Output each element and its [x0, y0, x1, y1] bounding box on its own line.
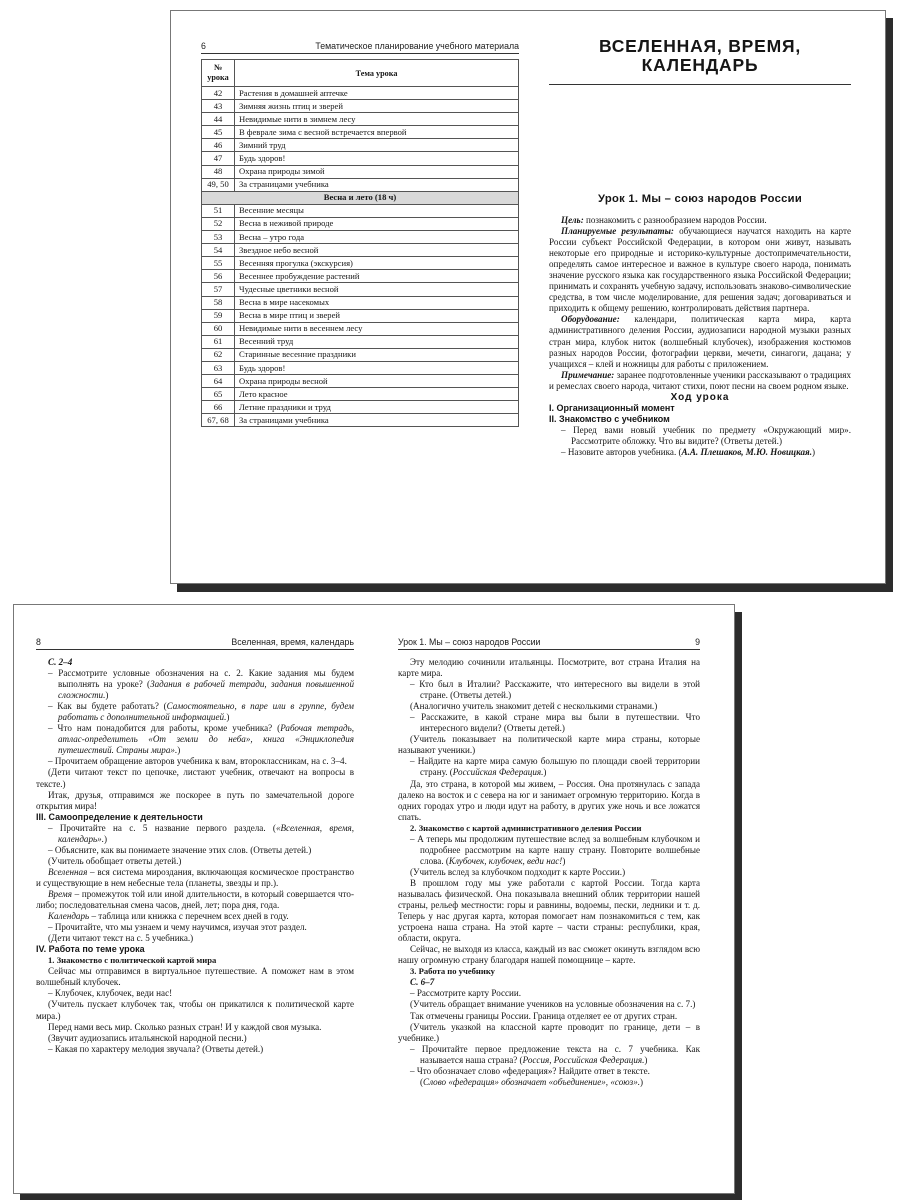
paragraph: – Прочитаем обращение авторов учебника к вам, второклассникам, на с. 3–4. [48, 756, 347, 767]
subsection-political-map: 1. Знакомство с политической картой мира [48, 955, 217, 966]
table-row [202, 283, 519, 296]
page-7-body [549, 215, 851, 458]
table-body-winter [202, 87, 519, 192]
paragraph: – Какая по характеру мелодия звучала? (Ответы детей.) [48, 1043, 264, 1054]
text-span: – Прочитайте первое предложение текста на с. 7 учебника. Как называется наша страна? ( [410, 1043, 700, 1065]
equipment-label: Оборудование: [561, 314, 620, 325]
paragraph: В прошлом году мы уже работали с картой России. Тогда карта называлась физической. Она показывала внешний облик территории нашей страны, рельеф местности: горы и равнины, водоемы, пески, ледники и т. д. Теперь у нас другая карта, которая помогает нам познакомиться с тем, как устроена наша страна. На этой карте – части страны: республики, края, области, округа. [398, 877, 700, 944]
text-span: Россия, Российская Федерация. [522, 1054, 645, 1065]
table-row [202, 296, 519, 309]
lesson-topic: Растения в домашней аптечке [235, 87, 519, 100]
table-row [202, 335, 519, 348]
lesson-topic: Весна в мире птиц и зверей [235, 309, 519, 322]
running-head-6: Тематическое планирование учебного материала [315, 41, 519, 51]
text-span: – промежуток той или иной длительности, в который совершается что-либо; последовательная смена часов, дней, лет; пора дня, года. [36, 888, 354, 911]
lesson-topic: Охрана природы весной [235, 375, 519, 388]
paragraph: (Учитель обобщает ответы детей.) [48, 855, 182, 866]
table-row [202, 100, 519, 113]
paragraph [398, 1077, 700, 1088]
course-heading: Ход урока [670, 391, 730, 403]
lesson-number: 67, 68 [202, 414, 235, 427]
table-row [202, 152, 519, 165]
lesson-topic: Невидимые нити в весеннем лесу [235, 322, 519, 335]
lesson-number: 58 [202, 296, 235, 309]
lesson-number: 62 [202, 348, 235, 361]
page-number-8: 8 [36, 637, 41, 647]
lesson-topic: В феврале зима с весной встречается впервой [235, 126, 519, 139]
paragraph [36, 701, 354, 723]
goal-text: познакомить с разнообразием народов России. [583, 215, 767, 225]
paragraph [36, 723, 354, 756]
running-head-8: Вселенная, время, календарь [231, 637, 354, 647]
lesson-topic: Весна в мире насекомых [235, 296, 519, 309]
subsection-admin-map: 2. Знакомство с картой административного деления России [410, 822, 642, 833]
text-span: ) [177, 745, 181, 756]
paragraph: Сейчас мы отправимся в виртуальное путешествие. А поможет нам в этом волшебный клубочек. [36, 966, 354, 988]
lesson-topic: Весеннее пробуждение растений [235, 270, 519, 283]
text-span: ) [543, 767, 547, 778]
page-8-body [36, 657, 354, 1055]
text-span: ) [562, 855, 566, 866]
lesson-number: 56 [202, 270, 235, 283]
lesson-topic: Зимний труд [235, 139, 519, 152]
text-span: – Рассмотрите условные обозначения на с. 2. Какие задания мы будем выполнять на уроке? ( [48, 668, 354, 690]
lesson-number: 46 [202, 139, 235, 152]
lesson-topic: Невидимые нити в зимнем лесу [235, 113, 519, 126]
paragraph [398, 756, 700, 778]
paragraph: Так отмечены границы России. Граница отделяет ее от других стран. [410, 1010, 678, 1021]
table-row [202, 361, 519, 374]
page-9-header [398, 637, 700, 650]
table-row [202, 322, 519, 335]
lesson-topic: Летние праздники и труд [235, 401, 519, 414]
lesson-plan-table [201, 59, 519, 427]
table-row [202, 113, 519, 126]
section-self-determination: III. Самоопределение к деятельности [36, 811, 203, 822]
lesson-topic: Весенняя прогулка (экскурсия) [235, 257, 519, 270]
paragraph: (Звучит аудиозапись итальянской народной песни.) [48, 1032, 247, 1043]
text-span: ) [812, 446, 816, 457]
term: Календарь [48, 911, 90, 922]
lesson-number: 61 [202, 335, 235, 348]
text-span: – Как вы будете работать? ( [48, 701, 167, 712]
lesson-number: 48 [202, 165, 235, 178]
lesson-topic: За страницами учебника [235, 178, 519, 191]
lesson-number: 57 [202, 283, 235, 296]
note-text: заранее подготовленные ученики рассказывают о традициях и ремеслах своего народа, читают стихи, поют песни на своем родном языке. [549, 369, 851, 391]
results-text: обучающиеся научатся находить на карте России субъект Российской Федерации, в котором они живут, называть некоторые его природные и историко-культурные достопримечательности, определять самое интересное и важное в культуре своего народа, понимать значение русского языка как государственного языка Российской Федерации; принимать и сохранять учебную задачу, использовать знаково-символические средства, в том числе моделирование, для решения задач; договариваться и приходить к общему решению, контролировать действия партнера. [549, 226, 851, 314]
text-span: ( [420, 1076, 424, 1087]
paragraph: (Дети читают текст по цепочке, листают учебник, отвечают на вопросы в тексте.) [36, 767, 354, 789]
text-span: Слово «федерация» обозначает «объединение», «союз». [423, 1076, 641, 1087]
text-span: – Прочитайте на с. 5 название первого раздела. ( [48, 822, 276, 833]
pages-ref: С. 6–7 [410, 977, 435, 988]
term: Время [48, 888, 72, 899]
text-span: ) [105, 690, 109, 701]
text-span: – Что нам понадобится для работы, кроме учебника? ( [48, 723, 281, 734]
text-span: Задания в рабочей тетради, задания повышенной сложности. [58, 679, 355, 701]
paragraph: (Учитель показывает на политической карте мира страны, которые называют ученики.) [398, 734, 700, 756]
paragraph: Да, это страна, в которой мы живем, – Россия. Она протянулась с запада далеко на восток и с севера на юг и занимает огромную территорию. Когда в одних городах утро и люди идут на работу, в других уже ночь и все ложатся спать. [398, 778, 700, 822]
lesson-number: 59 [202, 309, 235, 322]
spread-pages-6-7 [170, 10, 886, 584]
lesson-number: 45 [202, 126, 235, 139]
table-section-row [202, 191, 519, 204]
table-row [202, 87, 519, 100]
lesson-number: 53 [202, 231, 235, 244]
table-row [202, 309, 519, 322]
paragraph [398, 834, 700, 867]
table-row [202, 388, 519, 401]
table-row [202, 375, 519, 388]
text-span: – Найдите на карте мира самую большую по площади своей территории страну. ( [410, 756, 700, 778]
chapter-title: ВСЕЛЕННАЯ, ВРЕМЯ, КАЛЕНДАРЬ [549, 37, 851, 85]
text-span: – А теперь мы продолжим путешествие вслед за волшебным клубочком и подробнее рассмотрим на карте нашу страну. Повторите волшебные слова. ( [410, 833, 700, 866]
text-span: Самостоятельно, в паре или в группе, будем работать с дополнительной информацией. [58, 701, 354, 723]
paragraph: (Учитель вслед за клубочком подходит к карте России.) [410, 866, 626, 877]
authors-text: А.А. Плешаков, М.Ю. Новицкая. [681, 446, 812, 457]
table-header-topic: Тема урока [235, 60, 519, 87]
page-8-header [36, 637, 354, 650]
lesson-topic: Будь здоров! [235, 361, 519, 374]
definition-time [36, 889, 354, 911]
lesson-number: 51 [202, 204, 235, 217]
equipment-paragraph [549, 314, 851, 369]
lesson-number: 49, 50 [202, 178, 235, 191]
lesson-number: 43 [202, 100, 235, 113]
lesson-number: 64 [202, 375, 235, 388]
lesson-topic: Старинные весенние праздники [235, 348, 519, 361]
paragraph: (Дети читают текст на с. 5 учебника.) [48, 933, 194, 944]
paragraph: Итак, друзья, отправимся же поскорее в путь по замечательной дороге открытия мира! [36, 789, 354, 811]
paragraph: Эту мелодию сочинили итальянцы. Посмотрите, вот страна Италия на карте мира. [398, 657, 700, 679]
definition-calendar [36, 911, 354, 922]
goal-label: Цель: [561, 215, 584, 225]
table-row [202, 231, 519, 244]
table-row [202, 126, 519, 139]
lesson-number: 47 [202, 152, 235, 165]
lesson-topic: Весна в неживой природе [235, 217, 519, 230]
table-header-number: № урока [202, 60, 235, 87]
paragraph: (Учитель обращает внимание учеников на условные обозначения на с. 7.) [410, 999, 696, 1010]
table-row [202, 348, 519, 361]
lesson-topic: Чудесные цветники весной [235, 283, 519, 296]
paragraph: – Прочитайте, что мы узнаем и чему научимся, изучая этот раздел. [48, 922, 307, 933]
goal-paragraph [549, 215, 851, 226]
lesson-number: 60 [202, 322, 235, 335]
paragraph: (Аналогично учитель знакомит детей с несколькими странами.) [410, 701, 658, 712]
running-head-9: Урок 1. Мы – союз народов России [398, 637, 541, 647]
lesson-topic: Лето красное [235, 388, 519, 401]
paragraph: – Объясните, как вы понимаете значение этих слов. (Ответы детей.) [48, 844, 312, 855]
lesson-topic: Охрана природы зимой [235, 165, 519, 178]
paragraph [36, 823, 354, 845]
lesson-number: 44 [202, 113, 235, 126]
spread-pages-8-9 [13, 604, 735, 1194]
page-6-header [201, 41, 519, 54]
lesson-number: 55 [202, 257, 235, 270]
paragraph: – Клубочек, клубочек, веди нас! [48, 988, 173, 999]
definition-universe [36, 867, 354, 889]
paragraph: – Кто был в Италии? Расскажите, что интересного вы видели в этой стране. (Ответы детей.) [410, 679, 700, 701]
lesson-number: 66 [202, 401, 235, 414]
lesson-topic: Весенний труд [235, 335, 519, 348]
lesson-number: 52 [202, 217, 235, 230]
lesson-topic: Весенние месяцы [235, 204, 519, 217]
paragraph: – Что обозначает слово «федерация»? Найдите ответ в тексте. [410, 1065, 650, 1076]
section-spring-summer: Весна и лето (18 ч) [202, 191, 519, 204]
text-span: ) [644, 1054, 648, 1065]
paragraph: Сейчас, не выходя из класса, каждый из вас сможет окинуть взглядом всю нашу огромную страну благодаря нашей помощнице – карте. [398, 944, 700, 966]
text-span: Российская Федерация. [452, 767, 544, 778]
lesson-topic: Весна – утро года [235, 231, 519, 244]
table-row [202, 244, 519, 257]
text-span: ) [226, 712, 230, 723]
text-span: – Назовите авторов учебника. ( [561, 446, 682, 457]
table-row [202, 165, 519, 178]
text-span: – таблица или книжка с перечнем всех дней в году. [89, 911, 289, 922]
table-row [202, 139, 519, 152]
table-row [202, 270, 519, 283]
text-span: ) [103, 833, 107, 844]
text-span: Рабочая тетрадь, атлас-определитель «От земли до неба», книга «Энциклопедия путешествий. Страны мира». [58, 723, 355, 756]
results-paragraph [549, 226, 851, 314]
lesson-number: 54 [202, 244, 235, 257]
subsection-textbook-work: 3. Работа по учебнику [410, 966, 495, 977]
table-row [202, 414, 519, 427]
page-9-body [398, 657, 700, 1088]
pages-ref: С. 2–4 [48, 657, 73, 667]
lesson-number: 42 [202, 87, 235, 100]
equipment-text: календари, политическая карта мира, карта административного деления России, аудиозаписи народной музыки разных стран мира, клубок ниток (волшебный клубочек), изображения костюмов разных народов России, фотографии церкви, мечети, синагоги, дацана; у учащихся – клей и ножницы для работы с приложением. [549, 314, 851, 369]
text-span: – вся система мироздания, включающая космическое пространство и существующие в нем небесные тела (планеты, звезды и пр.). [36, 866, 354, 888]
table-row [202, 178, 519, 191]
paragraph: Перед нами весь мир. Сколько разных стран! И у каждой своя музыка. [48, 1021, 322, 1032]
section-lesson-work: IV. Работа по теме урока [36, 944, 145, 955]
lesson-topic: Будь здоров! [235, 152, 519, 165]
text-span: «Вселенная, время, календарь». [58, 822, 354, 844]
table-row [202, 401, 519, 414]
note-paragraph [549, 370, 851, 392]
lesson-title: Урок 1. Мы – союз народов России [597, 193, 803, 205]
paragraph: – Расскажите, в какой стране мира вы были в путешествии. Что интересного видели? (Ответы детей.) [410, 712, 700, 734]
lesson-number: 63 [202, 361, 235, 374]
table-row [202, 204, 519, 217]
lesson-topic: Зимняя жизнь птиц и зверей [235, 100, 519, 113]
paragraph [36, 668, 354, 701]
section-textbook-intro: II. Знакомство с учебником [549, 413, 670, 424]
text-span: ) [640, 1076, 644, 1087]
lesson-number: 65 [202, 388, 235, 401]
page-number-9: 9 [695, 637, 700, 647]
text-span: Клубочек, клубочек, веди нас! [448, 855, 563, 866]
term: Вселенная [48, 866, 88, 877]
paragraph: – Перед вами новый учебник по предмету «Окружающий мир». Рассмотрите обложку. Что вы видите? (Ответы детей.) [561, 424, 851, 446]
table-row [202, 257, 519, 270]
paragraph: (Учитель пускает клубочек так, чтобы он прикатился к политической карте мира.) [36, 999, 354, 1021]
lesson-topic: За страницами учебника [235, 414, 519, 427]
paragraph: (Учитель указкой на классной карте проводит по границе, дети – в учебнике.) [398, 1021, 700, 1043]
results-label: Планируемые результаты: [561, 226, 674, 237]
lesson-topic: Звездное небо весной [235, 244, 519, 257]
paragraph [549, 447, 851, 458]
table-row [202, 217, 519, 230]
page-number-6: 6 [201, 41, 206, 51]
note-label: Примечание: [561, 369, 615, 380]
table-body-spring [202, 204, 519, 427]
section-organizational: I. Организационный момент [549, 402, 675, 413]
paragraph [398, 1044, 700, 1066]
paragraph: – Рассмотрите карту России. [410, 988, 522, 999]
